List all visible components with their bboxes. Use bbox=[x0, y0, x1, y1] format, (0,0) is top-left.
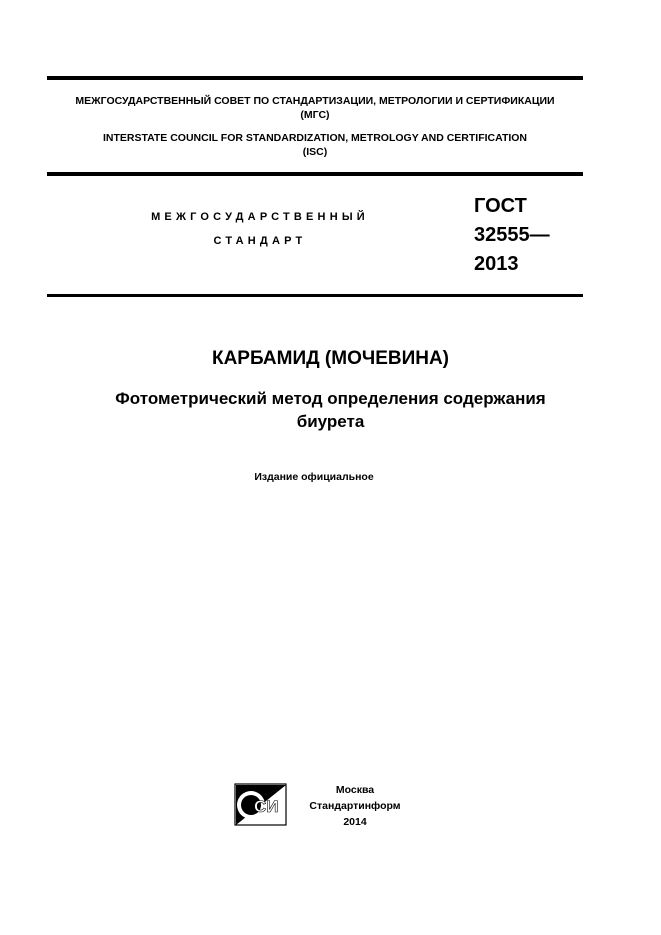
standartinform-logo-icon bbox=[234, 783, 288, 827]
document-title: КАРБАМИД (МОЧЕВИНА) bbox=[211, 348, 450, 369]
council-en-line1: INTERSTATE COUNCIL FOR STANDARDIZATION, METROLOGY AND CERTIFICATION bbox=[102, 132, 528, 144]
gost-designation bbox=[474, 192, 550, 279]
council-en-line2: (ISC) bbox=[302, 146, 328, 158]
standard-type-line2: СТАНДАРТ bbox=[213, 235, 307, 247]
edition-label: Издание официальное bbox=[254, 471, 374, 483]
publisher-name: Стандартинформ bbox=[309, 800, 401, 812]
publisher-city: Москва bbox=[335, 784, 375, 796]
council-en bbox=[47, 131, 583, 159]
header-rule bbox=[47, 172, 583, 176]
publisher-block bbox=[300, 782, 410, 830]
subtitle-line2: биурета bbox=[296, 412, 365, 431]
council-ru-line2: (МГС) bbox=[300, 109, 330, 121]
gost-year: 2013 bbox=[474, 253, 519, 275]
council-ru-line1: МЕЖГОСУДАРСТВЕННЫЙ СОВЕТ ПО СТАНДАРТИЗАЦИИ, МЕТРОЛОГИИ И СЕРТИФИКАЦИИ bbox=[75, 95, 555, 107]
standard-type-line1: МЕЖГОСУДАРСТВЕННЫЙ bbox=[151, 211, 369, 223]
designation-rule bbox=[47, 294, 583, 297]
gost-label: ГОСТ bbox=[474, 195, 527, 217]
top-rule bbox=[47, 76, 583, 80]
council-ru bbox=[47, 94, 583, 122]
logo-text: СИ bbox=[254, 797, 279, 816]
document-subtitle bbox=[40, 387, 621, 433]
publisher-year: 2014 bbox=[343, 816, 367, 828]
gost-number: 32555— bbox=[474, 224, 550, 246]
subtitle-line1: Фотометрический метод определения содержания bbox=[115, 389, 546, 408]
